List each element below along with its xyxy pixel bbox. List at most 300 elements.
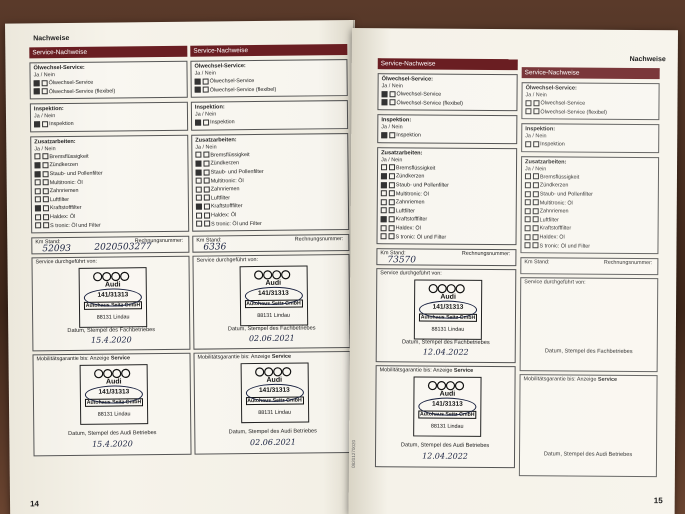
inspection-title: Inspektion: (33, 106, 64, 113)
checkbox-label: Inspektion (540, 141, 565, 148)
mobility-footer: Datum, Stempel des Audi Betriebes (400, 442, 490, 450)
audi-rings-logo (428, 284, 468, 294)
service-date: 15.4.2020 (90, 335, 132, 345)
oil-yes-no: Ja / Nein (525, 92, 547, 99)
mileage-box (520, 257, 658, 275)
checkbox-label: Ölwechsel-Service (flexibel) (48, 88, 116, 95)
extra-yes-no: Ja / Nein (524, 165, 547, 173)
checkbox-label: Zahnriemen (49, 188, 79, 195)
service-date: 12.04.2022 (422, 347, 469, 357)
checkbox-no (42, 197, 48, 203)
checkbox-yes (525, 174, 531, 180)
checkbox-yes (381, 132, 387, 138)
audi-rings-logo (427, 381, 467, 391)
inspection-title: Inspektion: (381, 117, 412, 124)
extra-title: Zusatzarbeiten: (381, 149, 423, 157)
checkbox-no (388, 233, 394, 239)
checkbox-yes (525, 108, 531, 114)
checkbox-yes (525, 225, 531, 231)
checkbox-no (204, 212, 210, 218)
checkbox-label: Staub- und Pollenfilter (539, 191, 593, 198)
checkbox-no (389, 165, 395, 171)
page-number: 15 (653, 496, 663, 506)
checkbox-no (203, 119, 209, 125)
stamp-city: 88131 Lindau (96, 314, 130, 321)
checkbox-label: Staub- und Pollenfilter (49, 170, 103, 178)
checkbox-label: Kraftstofffilter (395, 216, 428, 223)
inspection-yes-no: Ja / Nein (33, 113, 56, 120)
checkbox-yes (381, 190, 387, 196)
checkbox-row (525, 108, 655, 118)
stamp-dealer: Autohaus Seitz GmbH (247, 397, 302, 405)
stamp-dealer: Autohaus Seitz GmbH (420, 314, 476, 321)
checkbox-yes (382, 91, 388, 97)
spine-code: 08201270020 (350, 439, 357, 469)
checkbox-label: Zündkerzen (210, 160, 239, 167)
checkbox-label: Ölwechsel-Service (396, 91, 442, 98)
audi-rings-logo (93, 271, 133, 281)
extra-yes-no: Ja / Nein (381, 156, 403, 164)
stamp-code: 141/31313 (258, 386, 290, 395)
right-page (349, 28, 678, 514)
mobility-date: 12.04.2022 (422, 451, 468, 461)
service-footer: Datum, Stempel des Fachbetriebes (401, 339, 490, 347)
checkbox-no (389, 99, 395, 105)
checkbox-yes (525, 141, 531, 147)
mobility-date: 15.4.2020 (92, 439, 133, 449)
checkbox-yes (196, 169, 202, 175)
service-footer: Datum, Stempel des Fachbetriebes (544, 348, 633, 356)
inspection-yes-no: Ja / Nein (525, 133, 547, 140)
mobility-label-text: Mobilitätsgarantie bis: Anzeige (379, 367, 453, 374)
checkbox-no (42, 121, 48, 127)
km-value: 73570 (387, 255, 417, 266)
checkbox-yes (35, 197, 41, 203)
dealer-stamp (413, 377, 481, 437)
checkbox-yes (525, 234, 531, 240)
checkbox-no (204, 221, 210, 227)
checkbox-no (388, 208, 394, 214)
checkbox-label: Zahnriemen (395, 199, 425, 206)
mobility-date (520, 460, 656, 461)
checkbox-yes (195, 78, 201, 84)
checkbox-no (203, 152, 209, 158)
checkbox-row (381, 181, 513, 191)
left-page (5, 20, 358, 514)
oil-change-box (29, 61, 187, 100)
checkbox-label: Ölwechsel-Service (540, 100, 586, 107)
page-title: Nachweise (629, 55, 666, 64)
oil-yes-no: Ja / Nein (194, 70, 216, 77)
dealer-stamp (80, 364, 149, 425)
stamp-code: 141/31313 (431, 400, 463, 408)
checkbox-yes (34, 88, 40, 94)
service-box (520, 277, 659, 372)
checkbox-label: Kraftstofffilter (49, 205, 82, 212)
km-value: 52093 (42, 244, 72, 255)
oil-change-box (521, 82, 659, 120)
checkbox-no (388, 199, 394, 205)
invoice-label: Rechnungsnummer: (294, 236, 344, 243)
stamp-dealer: Autohaus Seitz GmbH (86, 399, 142, 406)
service-column (190, 44, 351, 455)
oil-title: Ölwechsel-Service: (33, 64, 85, 72)
mobility-label-bold: Service (110, 355, 131, 362)
checkbox-no (42, 188, 48, 194)
checkbox-label: Zahnriemen (539, 208, 569, 215)
checkbox-label: S tronic: Öl und Filter (50, 222, 101, 229)
checkbox-no (203, 160, 209, 166)
checkbox-label: Zündkerzen (539, 182, 569, 189)
service-date (521, 356, 657, 357)
service-date: 02.06.2021 (248, 333, 295, 344)
checkbox-label: Haldex: Öl (395, 225, 421, 232)
checkbox-yes (35, 222, 41, 228)
service-box (192, 254, 350, 350)
extra-work-box (520, 156, 659, 254)
checkbox-row (195, 85, 344, 95)
checkbox-label: Zündkerzen (395, 173, 425, 180)
checkbox-label: Ölwechsel-Service (209, 78, 255, 85)
checkbox-label: Ölwechsel-Service (flexibel) (540, 108, 607, 116)
audi-rings-logo (253, 270, 293, 280)
dealer-stamp (239, 266, 308, 327)
stamp-city: 88131 Lindau (430, 423, 464, 430)
checkbox-no (389, 132, 395, 138)
stamp-city: 88131 Lindau (258, 409, 291, 417)
checkbox-yes (195, 152, 201, 158)
checkbox-label: Staub- und Pollenfilter (395, 182, 449, 189)
checkbox-row (34, 119, 184, 129)
checkbox-yes (35, 205, 41, 211)
oil-yes-no: Ja / Nein (33, 72, 55, 79)
mobility-box (193, 351, 351, 455)
km-label: Km Stand: (380, 250, 406, 257)
checkbox-yes (196, 204, 202, 210)
invoice-value: 2020503277 (94, 242, 152, 253)
mobility-date: 02.06.2021 (249, 437, 296, 448)
checkbox-row (35, 220, 185, 230)
checkbox-no (202, 78, 208, 84)
section-header: Service-Nachweise (190, 44, 347, 57)
checkbox-label: Ölwechsel-Service (flexibel) (209, 86, 277, 94)
checkbox-yes (525, 199, 531, 205)
checkbox-label: Inspektion (396, 132, 421, 139)
checkbox-label: Kraftstofffilter (539, 225, 572, 232)
inspection-title: Inspektion: (194, 104, 225, 111)
dealer-stamp (240, 363, 309, 424)
checkbox-row (524, 242, 654, 252)
checkbox-label: Ölwechsel-Service (flexibel) (396, 99, 464, 107)
checkbox-no (203, 203, 209, 209)
checkbox-label: Multitronic: Öl (49, 179, 83, 186)
mobility-footer: Datum, Stempel des Audi Betriebes (228, 428, 317, 436)
checkbox-yes (35, 188, 41, 194)
checkbox-no (43, 222, 49, 228)
km-label: Km Stand: (35, 239, 61, 246)
mobility-footer: Datum, Stempel des Audi Betriebes (68, 430, 157, 438)
checkbox-row (525, 140, 655, 150)
stamp-code: 141/31313 (432, 303, 464, 311)
checkbox-yes (196, 186, 202, 192)
checkbox-label: Zündkerzen (49, 162, 79, 169)
stamp-brand: Audi (266, 376, 283, 385)
checkbox-no (203, 186, 209, 192)
extra-title: Zusatzarbeiten: (195, 137, 237, 144)
checkbox-yes (196, 221, 202, 227)
mobility-box (32, 353, 191, 457)
mobility-label-text: Mobilitätsgarantie bis: Anzeige (197, 354, 271, 361)
checkbox-label: Bremsflüssigkeit (396, 165, 436, 172)
checkbox-no (532, 225, 538, 231)
checkbox-no (388, 182, 394, 188)
checkbox-no (41, 80, 47, 86)
checkbox-no (42, 162, 48, 168)
extra-yes-no: Ja / Nein (195, 144, 217, 151)
checkbox-no (388, 190, 394, 196)
checkbox-yes (34, 162, 40, 168)
dealer-stamp (414, 280, 482, 340)
inspection-yes-no: Ja / Nein (194, 111, 217, 118)
km-label: Km Stand: (196, 237, 222, 244)
stamp-city: 88131 Lindau (97, 411, 131, 418)
checkbox-no (532, 191, 538, 197)
inspection-box (30, 102, 188, 132)
mobility-box (519, 374, 658, 477)
checkbox-yes (381, 216, 387, 222)
checkbox-no (388, 216, 394, 222)
checkbox-label: Inspektion (210, 119, 235, 126)
mobility-label-bold: Service (271, 353, 292, 360)
checkbox-row (381, 99, 513, 109)
checkbox-label: Bremsflüssigkeit (539, 174, 580, 181)
checkbox-label: Bremsflüssigkeit (210, 151, 250, 159)
checkbox-no (532, 242, 538, 248)
checkbox-no (532, 234, 538, 240)
checkbox-no (203, 195, 209, 201)
inspection-box (521, 123, 659, 153)
stamp-brand: Audi (440, 293, 456, 301)
stamp-code: 141/31313 (97, 291, 129, 299)
checkbox-yes (35, 214, 41, 220)
checkbox-row (196, 219, 345, 229)
stamp-dealer: Autohaus Seitz GmbH (420, 411, 475, 418)
stamp-brand: Audi (439, 390, 456, 398)
extra-title: Zusatzarbeiten: (525, 158, 567, 166)
mobility-label-text: Mobilitätsgarantie bis: Anzeige (36, 355, 110, 363)
stamp-city: 88131 Lindau (431, 326, 465, 333)
service-label: Service durchgeführt von: (196, 257, 258, 264)
extra-work-box (30, 135, 189, 234)
audi-rings-logo (254, 367, 294, 377)
stamp-city: 88131 Lindau (257, 312, 290, 320)
service-label: Service durchgeführt von: (35, 258, 97, 266)
checkbox-label: Multitronic: Öl (395, 190, 429, 198)
checkbox-label: Kraftstofffilter (210, 203, 243, 210)
mobility-label-bold: Service (597, 376, 618, 383)
stamp-brand: Audi (105, 378, 122, 386)
checkbox-label: Multitronic: Öl (539, 199, 573, 207)
checkbox-row (525, 190, 655, 200)
checkbox-yes (195, 87, 201, 93)
extra-work-box (376, 147, 517, 245)
checkbox-no (532, 217, 538, 223)
stamp-code: 141/31313 (257, 289, 289, 298)
checkbox-yes (525, 182, 531, 188)
checkbox-no (533, 141, 539, 147)
dealer-stamp (79, 267, 148, 328)
checkbox-label: S tronic: Öl und Filter (211, 220, 262, 228)
checkbox-no (41, 88, 47, 94)
service-footer: Datum, Stempel des Fachbetriebes (227, 325, 316, 333)
mobility-label (380, 367, 474, 374)
checkbox-label: Inspektion (49, 121, 74, 128)
checkbox-label: S tronic: Öl und Filter (539, 242, 591, 250)
invoice-label: Rechnungsnummer: (603, 259, 653, 267)
checkbox-no (389, 91, 395, 97)
checkbox-label: S tronic: Öl und Filter (395, 233, 447, 241)
inspection-yes-no: Ja / Nein (381, 124, 403, 131)
section-header: Service-Nachweise (522, 67, 660, 79)
checkbox-no (203, 169, 209, 175)
checkbox-yes (34, 121, 40, 127)
mobility-label (37, 355, 131, 362)
checkbox-no (42, 154, 48, 160)
page-title: Nachweise (33, 34, 70, 43)
checkbox-label: Luftfilter (539, 217, 559, 224)
mileage-box (31, 236, 189, 255)
checkbox-label: Bremsflüssigkeit (49, 153, 89, 160)
checkbox-no (42, 205, 48, 211)
checkbox-yes (524, 242, 530, 248)
service-footer: Datum, Stempel des Fachbetriebes (67, 327, 156, 335)
checkbox-label: Zahnriemen (210, 186, 240, 193)
section-header: Service-Nachweise (29, 46, 187, 59)
inspection-box (191, 100, 348, 130)
checkbox-no (42, 171, 48, 177)
checkbox-yes (381, 199, 387, 205)
checkbox-no (388, 225, 394, 231)
oil-change-box (377, 73, 517, 111)
checkbox-yes (381, 182, 387, 188)
service-column (519, 67, 660, 477)
checkbox-yes (35, 179, 41, 185)
mobility-box (375, 365, 516, 468)
service-label: Service durchgeführt von: (380, 270, 442, 277)
page-number: 14 (30, 499, 40, 509)
km-value: 6336 (203, 242, 227, 253)
mobility-label-text: Mobilitätsgarantie bis: Anzeige (523, 376, 597, 383)
checkbox-label: Haldex: Öl (539, 234, 565, 241)
checkbox-label: Haldex: Öl (211, 212, 237, 219)
audi-rings-logo (94, 368, 134, 378)
checkbox-label: Multitronic: Öl (210, 177, 244, 185)
checkbox-yes (525, 208, 531, 214)
mobility-label (524, 376, 618, 383)
stamp-code: 141/31313 (98, 388, 130, 396)
mileage-box (192, 234, 349, 253)
checkbox-no (532, 174, 538, 180)
checkbox-yes (381, 233, 387, 239)
checkbox-no (203, 178, 209, 184)
checkbox-yes (381, 99, 387, 105)
extra-title: Zusatzarbeiten: (34, 138, 76, 146)
service-box (376, 268, 517, 363)
checkbox-no (388, 173, 394, 179)
invoice-label: Rechnungsnummer: (461, 250, 511, 258)
checkbox-yes (525, 100, 531, 106)
checkbox-row (381, 131, 513, 141)
oil-title: Ölwechsel-Service: (525, 85, 577, 92)
checkbox-yes (35, 171, 41, 177)
checkbox-row (195, 117, 344, 127)
stamp-brand: Audi (104, 281, 121, 289)
stamp-dealer: Autohaus Seitz GmbH (246, 300, 301, 308)
checkbox-yes (196, 178, 202, 184)
oil-change-box (190, 59, 347, 98)
checkbox-yes (195, 119, 201, 125)
checkbox-yes (195, 161, 201, 167)
checkbox-yes (196, 212, 202, 218)
checkbox-yes (381, 208, 387, 214)
extra-yes-no: Ja / Nein (34, 145, 56, 153)
checkbox-yes (196, 195, 202, 201)
checkbox-yes (525, 217, 531, 223)
service-label: Service durchgeführt von: (524, 279, 586, 286)
checkbox-yes (525, 191, 531, 197)
checkbox-no (532, 208, 538, 214)
checkbox-label: Haldex: Öl (50, 213, 76, 221)
service-column (29, 46, 191, 457)
checkbox-label: Staub- und Pollenfilter (210, 168, 264, 176)
oil-title: Ölwechsel-Service: (194, 63, 246, 70)
stamp-brand: Audi (265, 279, 282, 288)
inspection-box (377, 114, 517, 144)
mobility-footer: Datum, Stempel des Audi Betriebes (543, 451, 633, 459)
signature-scribble (418, 398, 476, 416)
checkbox-no (202, 87, 208, 93)
section-header: Service-Nachweise (378, 58, 518, 70)
extra-work-box (191, 133, 349, 232)
checkbox-label: Luftfilter (49, 196, 70, 203)
invoice-label: Rechnungsnummer: (134, 237, 184, 245)
checkbox-label: Luftfilter (210, 195, 231, 202)
checkbox-yes (381, 225, 387, 231)
checkbox-row (34, 86, 184, 96)
checkbox-no (532, 199, 538, 205)
checkbox-yes (34, 154, 40, 160)
mobility-label-bold: Service (453, 367, 474, 374)
checkbox-label: Luftfilter (395, 208, 415, 215)
oil-title: Ölwechsel-Service: (381, 76, 433, 83)
checkbox-no (533, 100, 539, 106)
checkbox-label: Ölwechsel-Service (48, 79, 94, 87)
checkbox-row (381, 233, 513, 243)
checkbox-no (42, 179, 48, 185)
checkbox-no (533, 108, 539, 114)
checkbox-yes (34, 80, 40, 86)
inspection-title: Inspektion: (525, 126, 556, 133)
service-box (31, 256, 190, 352)
checkbox-yes (381, 165, 387, 171)
stamp-dealer: Autohaus Seitz GmbH (85, 302, 141, 309)
km-label: Km Stand: (524, 259, 550, 266)
checkbox-no (532, 182, 538, 188)
mobility-label (197, 354, 291, 361)
mileage-box (376, 248, 516, 266)
oil-yes-no: Ja / Nein (381, 83, 403, 90)
checkbox-no (43, 214, 49, 220)
